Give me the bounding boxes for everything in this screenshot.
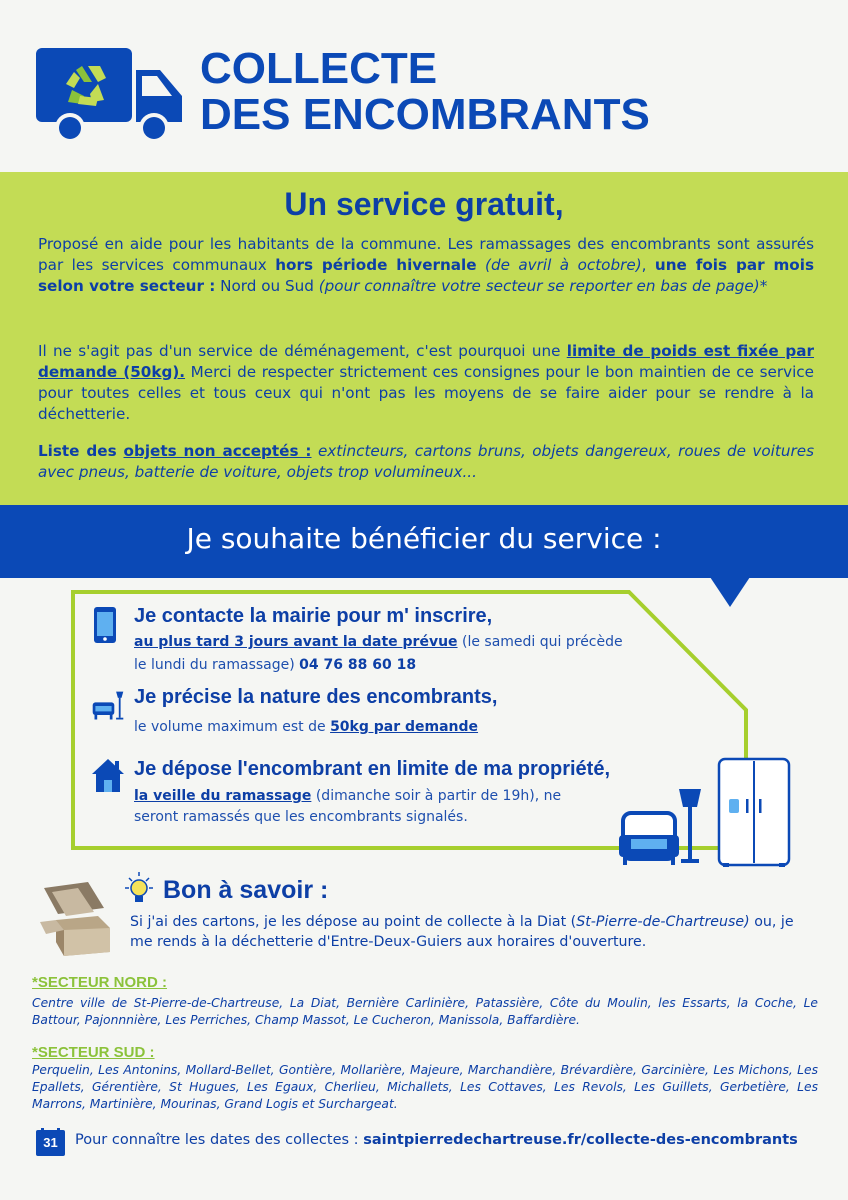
step-describe-text: le volume maximum est de (134, 719, 331, 735)
p1-italic-2: (pour connaître votre secteur se reporter en bas de page)* (318, 277, 768, 295)
sector-south-title: *SECTEUR SUD : (32, 1044, 155, 1061)
step-contact-rest: (le samedi qui précède (457, 634, 623, 650)
collection-dates-link[interactable]: saintpierredechartreuse.fr/collecte-des-encombrants (363, 1132, 798, 1148)
step-describe (90, 686, 650, 738)
header (0, 0, 848, 172)
deadline-label: au plus tard 3 jours avant la date prévue (134, 634, 458, 650)
mairie-phone-number[interactable]: 04 76 88 60 18 (299, 657, 417, 673)
p1-bold-2: une fois par mois selon votre secteur : (38, 256, 814, 295)
sofa-lamp-icon (90, 686, 126, 726)
step-deposit-rest: (dimanche soir à partir de 19h), ne (311, 788, 562, 804)
step-contact-title: Je contacte la mairie pour m' inscrire, (134, 605, 493, 627)
request-band-title: Je souhaite bénéficier du service : (186, 522, 662, 555)
step-deposit (90, 756, 680, 828)
p1-sep: , (641, 256, 655, 274)
house-icon (90, 756, 126, 796)
step-deposit-line-2: seront ramassés que les encombrants signalés. (134, 809, 468, 825)
p2-text-2: Merci de respecter strictement ces consignes pour le bon maintien de ce service pour toutes celles et tous ceux qui n'ont pas les moyens de se faire aider pour se rendre à la déchetterie. (38, 363, 814, 423)
service-paragraph-1 (38, 234, 814, 297)
good-to-know-text (130, 912, 820, 952)
good-to-know-place: St-Pierre-de-Chartreuse) (576, 914, 750, 930)
service-title: Un service gratuit, (284, 186, 564, 222)
service-paragraph-2 (38, 341, 814, 425)
step-deposit-line-1 (134, 785, 561, 807)
good-to-know-title: Bon à savoir : (163, 876, 329, 904)
p1-text: Proposé en aide pour les habitants de la commune. Les ramassages des encombrants sont assurés par les services communaux (38, 235, 814, 274)
title-line-2: DES ENCOMBRANTS (200, 90, 650, 139)
step-describe-title: Je précise la nature des encombrants, (134, 686, 498, 708)
footer-label: Pour connaître les dates des collectes : (75, 1132, 364, 1148)
sector-north-text: Centre ville de St-Pierre-de-Chartreuse, La Diat, Bernière Carlinière, Patassière, Côte du Moulin, les Essarts, la Coche, Le Battour, Pajonnnière, Les Perriches, Champ Massot, Le Cucheron, Manissola, Baffardière. (32, 996, 818, 1027)
step-contact-line-2 (134, 654, 416, 676)
p1-bold: hors période hivernale (275, 256, 477, 274)
fridge-icon (719, 759, 789, 867)
step-describe-line (134, 716, 478, 738)
p3-italic: extincteurs, cartons bruns, objets dangereux, roues de voitures avec pneus, batterie de voiture, objets trop volumineux... (38, 442, 814, 481)
eve-label: la veille du ramassage (134, 788, 312, 804)
max-volume-label: 50kg par demande (330, 719, 479, 735)
p3-bold: Liste des (38, 442, 124, 460)
p1-text-2: Nord ou Sud (215, 277, 319, 295)
service-paragraph-3 (38, 441, 814, 483)
calendar-day: 31 (43, 1135, 58, 1150)
page-title (200, 46, 650, 138)
p1-italic: (de avril à octobre) (476, 256, 642, 274)
band-notch (710, 577, 750, 607)
good-to-know-text-a: Si j'ai des cartons, je les dépose au point de collecte à la Diat ( (130, 914, 577, 930)
step-deposit-title: Je dépose l'encombrant en limite de ma propriété, (134, 758, 610, 780)
good-to-know-text-b: ou, je me rends à la déchetterie d'Entre-Deux-Guiers aux horaires d'ouverture. (130, 914, 794, 950)
footer-text (75, 1132, 798, 1148)
step-contact (90, 605, 650, 677)
truck-recycle-icon (36, 44, 186, 144)
not-accepted-label: objets non acceptés : (123, 442, 312, 460)
weight-limit-link: limite de poids est fixée par demande (50kg). (38, 342, 814, 381)
step-contact-line-1 (134, 631, 623, 653)
floor-lamp-icon (679, 789, 701, 863)
phone-icon (90, 605, 126, 645)
furniture-illustration (615, 755, 795, 870)
armchair-icon (619, 813, 679, 865)
lightbulb-icon (120, 870, 158, 908)
cardboard-boxes-icon (38, 878, 113, 956)
title-line-1: COLLECTE (200, 44, 438, 93)
sector-south-text: Perquelin, Les Antonins, Mollard-Bellet, Gontière, Mollarière, Majeure, Marchandière, Brévardière, Garcinière, Les Michons, Les Epallets, Gérentière, St Hugues, Les Egaux, Cherlieu, Michallets, Les Cottaves, Les Revols, Les Guillets, Gerbetière, Les Marrons, Martinière, Mourinas, Grand Logis et Surchargeat. (32, 1063, 818, 1111)
p2-text: Il ne s'agit pas d'un service de déménagement, c'est pourquoi une (38, 342, 567, 360)
sector-north-title: *SECTEUR NORD : (32, 974, 168, 991)
step-contact-text: le lundi du ramassage) (134, 657, 300, 673)
